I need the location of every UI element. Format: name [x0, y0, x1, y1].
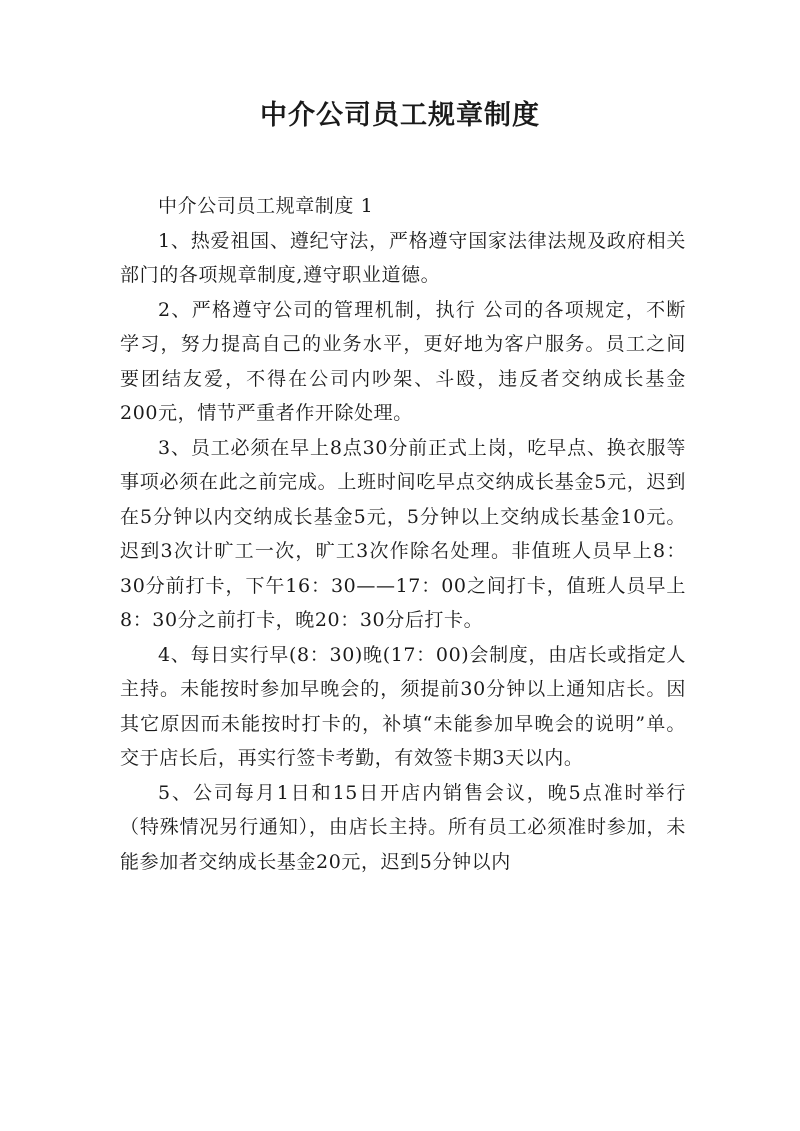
document-subtitle: 中介公司员工规章制度 1 — [158, 195, 374, 217]
paragraph-1: 1、热爱祖国、遵纪守法，严格遵守国家法律法规及政府相关部门的各项规章制度,遵守职业道德。 — [120, 229, 686, 286]
paragraph-2: 2、严格遵守公司的管理机制，执行 公司的各项规定，不断学习，努力提高自己的业务水平，更好地为客户服务。员工之间要团结友爱，不得在公司内吵架、斗殴，违反者交纳成长基金200元，情节严重者作开除处理。 — [120, 298, 686, 424]
document-title: 中介公司员工规章制度 — [260, 100, 540, 131]
paragraph-3: 3、员工必须在早上8点30分前正式上岗，吃早点、换衣服等事项必须在此之前完成。上班时间吃早点交纳成长基金5元，迟到在5分钟以内交纳成长基金5元，5分钟以上交纳成长基金10元。迟到3次计旷工一次，旷工3次作除名处理。非值班人员早上8：30分前打卡，下午16：30——17：00之间打卡，值班人员早上8：30分之前打卡，晚20：30分后打卡。 — [120, 436, 686, 631]
paragraph-4: 4、每日实行早(8：30)晚(17：00)会制度，由店长或指定人主持。未能按时参加早晚会的，须提前30分钟以上通知店长。因其它原因而未能按时打卡的，补填“未能参加早晚会的说明”单。交于店长后，再实行签卡考勤，有效签卡期3天以内。 — [120, 643, 686, 769]
paragraph-5: 5、公司每月1日和15日开店内销售会议，晚5点准时举行（特殊情况另行通知），由店长主持。所有员工必须准时参加，未能参加者交纳成长基金20元，迟到5分钟以内 — [120, 781, 686, 873]
document-body — [120, 189, 686, 879]
